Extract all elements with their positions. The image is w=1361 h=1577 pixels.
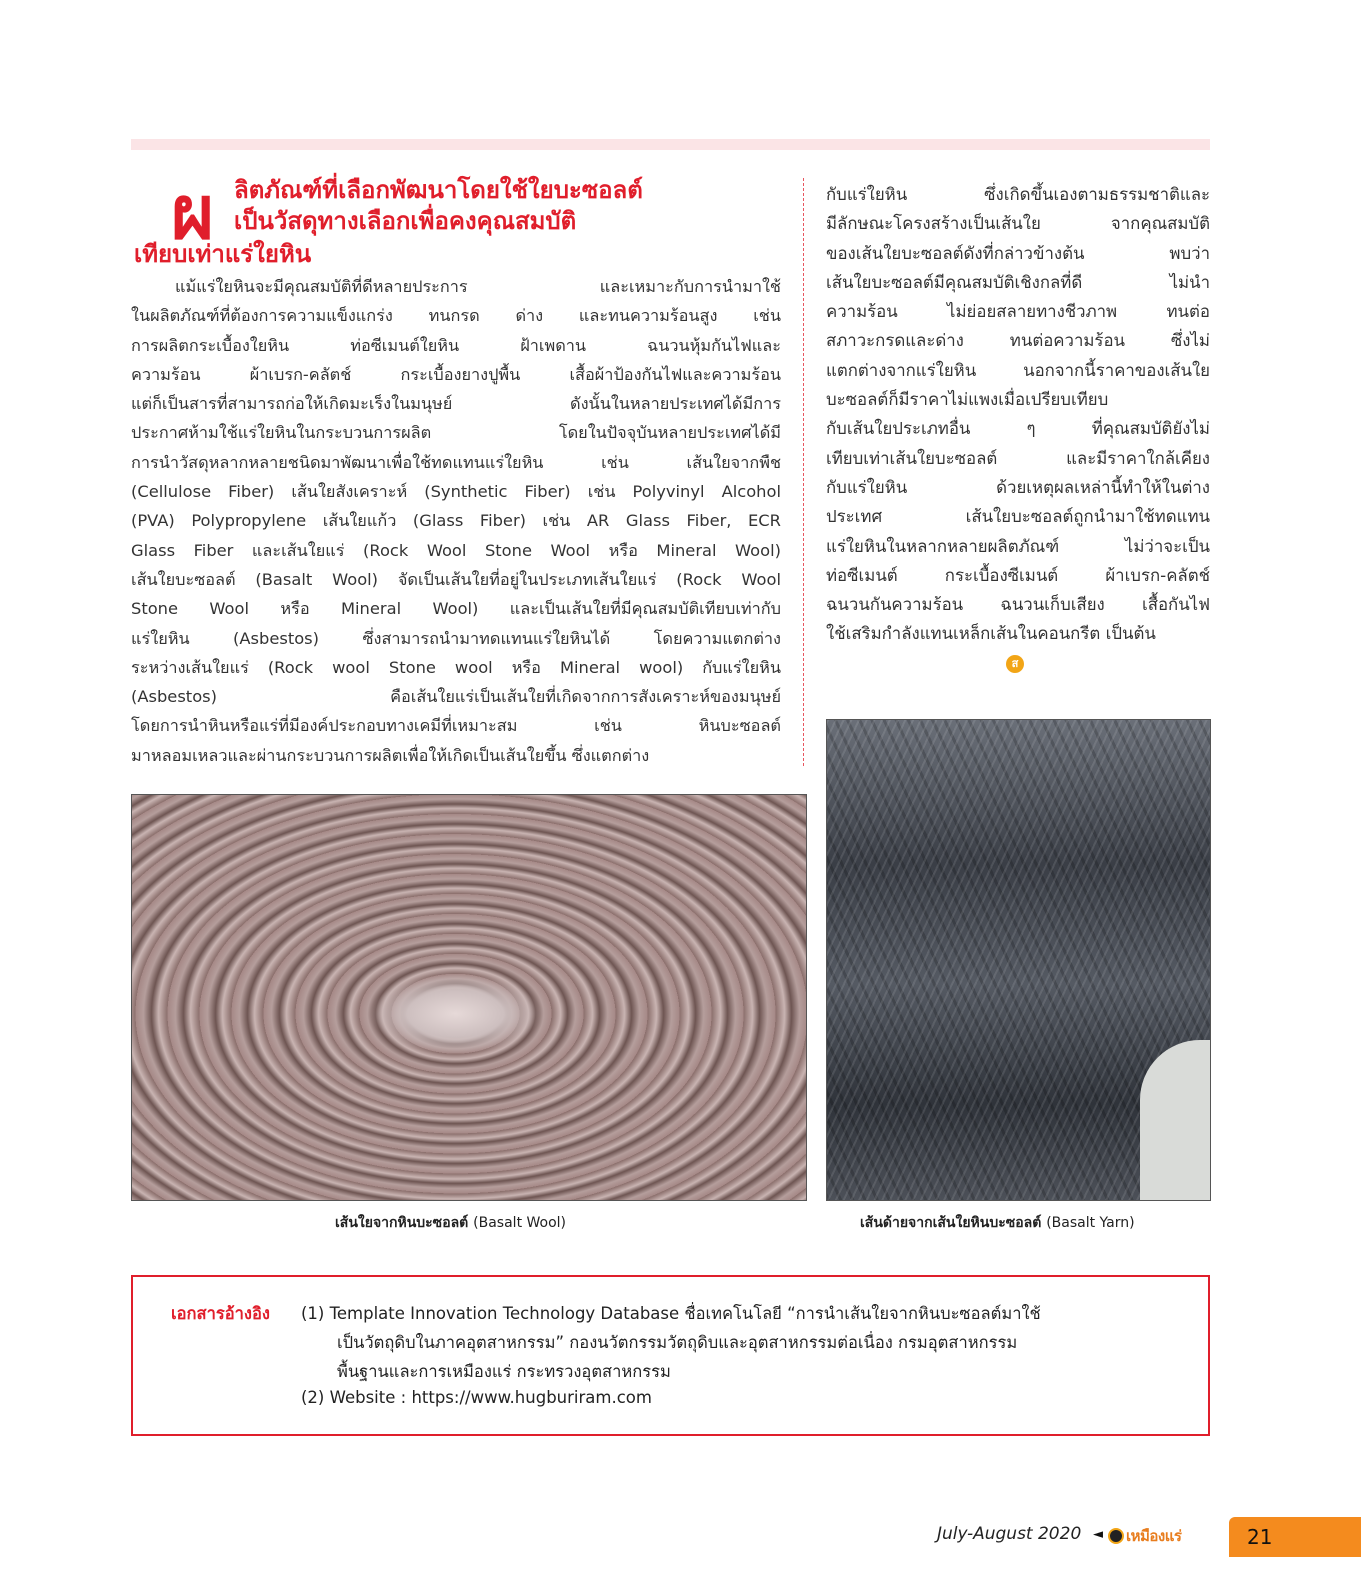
body-line: ประกาศห้ามใช้แร่ใยหินในกระบวนการผลิต โดยในปัจจุบันหลายประเทศได้มี [131, 423, 781, 443]
body-line: เทียบเท่าเส้นใยบะซอลต์ และมีราคาใกล้เคียง [826, 447, 1210, 468]
page-number: 21 [1247, 1525, 1273, 1549]
body-line: การผลิตกระเบื้องใยหิน ท่อซีเมนต์ใยหิน ฝ้าเพดาน ฉนวนหุ้มกันไฟและ [131, 335, 781, 355]
body-line: มาหลอมเหลวและผ่านกระบวนการผลิตเพื่อให้เกิดเป็นเส้นใยขึ้น ซึ่งแตกต่าง [131, 745, 650, 765]
body-line: ความร้อน ผ้าเบรก-คลัตช์ กระเบื้องยางปูพื้น เสื้อผ้าป้องกันไฟและความร้อน [131, 364, 781, 384]
body-line: ความร้อน ไม่ย่อยสลายทางชีวภาพ ทนต่อ [826, 301, 1210, 322]
column-divider [803, 178, 804, 766]
body-line: มีลักษณะโครงสร้างเป็นเส้นใย จากคุณสมบัติ [826, 213, 1210, 234]
headline-line-1: ลิตภัณฑ์ที่เลือกพัฒนาโดยใช้ใยบะซอลต์ [234, 176, 643, 204]
body-line: ในผลิตภัณฑ์ที่ต้องการความแข็งแกร่ง ทนกรด ด่าง และทนความร้อนสูง เช่น [131, 306, 781, 326]
body-line: เส้นใยบะซอลต์ (Basalt Wool) จัดเป็นเส้นใยที่อยู่ในประเภทเส้นใยแร่ (Rock Wool [131, 569, 781, 589]
reference-1-line-2: เป็นวัตถุดิบในภาคอุตสาหกรรม” กองนวัตกรรมวัตถุดิบและอุตสาหกรรมต่อเนื่อง กรมอุตสาหกรรม [337, 1333, 1018, 1352]
body-line: ระหว่างเส้นใยแร่ (Rock wool Stone wool หรือ Mineral wool) กับแร่ใยหิน [131, 657, 781, 677]
right-body-text [826, 180, 1210, 649]
headline-dropcap: ผ [171, 170, 215, 256]
body-line: กับแร่ใยหิน ซึ่งเกิดขึ้นเองตามธรรมชาติและ [826, 184, 1210, 204]
references-label: เอกสารอ้างอิง [171, 1304, 270, 1323]
right-column [826, 180, 1210, 673]
logo-emblem-icon [1108, 1528, 1124, 1544]
headline-line-2: เป็นวัสดุทางเลือกเพื่อคงคุณสมบัติ [234, 207, 577, 235]
body-line: (Asbestos) คือเส้นใยแร่เป็นเส้นใยที่เกิดจากการสังเคราะห์ของมนุษย์ [131, 687, 781, 707]
body-line: Stone Wool หรือ Mineral Wool) และเป็นเส้นใยที่มีคุณสมบัติเทียบเท่ากับ [131, 599, 781, 619]
yarn-caption-thai: เส้นด้ายจากเส้นใยหินบะซอลต์ [860, 1215, 1042, 1231]
basalt-wool-photo [131, 794, 807, 1201]
body-line: ประเทศ เส้นใยบะซอลต์ถูกนำมาใช้ทดแทน [826, 506, 1210, 527]
body-line: ของเส้นใยบะซอลต์ดังที่กล่าวข้างต้น พบว่า [826, 242, 1210, 263]
wool-caption-thai: เส้นใยจากหินบะซอลต์ [335, 1215, 469, 1231]
headline-line-3: เทียบเท่าแร่ใยหิน [134, 240, 312, 268]
wool-caption-latin: (Basalt Wool) [473, 1215, 567, 1231]
references-box [131, 1275, 1210, 1436]
body-line: แตกต่างจากแร่ใยหิน นอกจากนี้ราคาของเส้นใย [826, 359, 1210, 380]
body-line: แร่ใยหิน (Asbestos) ซึ่งสามารถนำมาทดแทนแร่ใยหินได้ โดยความแตกต่าง [131, 628, 781, 648]
body-line: สภาวะกรดและด่าง ทนต่อความร้อน ซึ่งไม่ [826, 330, 1210, 351]
yarn-caption-latin: (Basalt Yarn) [1046, 1215, 1135, 1231]
body-line: ฉนวนกันความร้อน ฉนวนเก็บเสียง เสื้อกันไฟ [826, 594, 1210, 615]
issue-date: July-August 2020 [937, 1524, 1082, 1544]
headline [131, 170, 781, 272]
body-line: แม้แร่ใยหินจะมีคุณสมบัติที่ดีหลายประการ และเหมาะกับการนำมาใช้ [175, 277, 781, 296]
page-number-tab [1229, 1517, 1361, 1557]
body-line: Glass Fiber และเส้นใยแร่ (Rock Wool Stone Wool หรือ Mineral Wool) [131, 540, 781, 560]
body-line: ท่อซีเมนต์ กระเบื้องซีเมนต์ ผ้าเบรก-คลัตช์ [826, 564, 1210, 585]
reference-1-line-3: พื้นฐานและการเหมืองแร่ กระทรวงอุตสาหกรรม [337, 1362, 671, 1381]
footer-arrow-icon: ◄ [1093, 1527, 1103, 1542]
left-column [131, 170, 781, 770]
yarn-background [1140, 1040, 1210, 1200]
body-line: บะซอลต์ก็มีราคาไม่แพงเมื่อเปรียบเทียบ [826, 389, 1109, 410]
body-line: เส้นใยบะซอลต์มีคุณสมบัติเชิงกลที่ดี ไม่นำ [826, 271, 1210, 292]
body-line: แร่ใยหินในหลากหลายผลิตภัณฑ์ ไม่ว่าจะเป็น [826, 535, 1210, 556]
body-line: แต่ก็เป็นสารที่สามารถก่อให้เกิดมะเร็งในมนุษย์ ดังนั้นในหลายประเทศได้มีการ [131, 394, 781, 414]
body-line: การนำวัสดุหลากหลายชนิดมาพัฒนาเพื่อใช้ทดแทนแร่ใยหิน เช่น เส้นใยจากพืช [131, 452, 781, 472]
header-rule [131, 139, 1210, 150]
wool-caption [335, 1212, 566, 1234]
body-line: ใช้เสริมกำลังแทนเหล็กเส้นในคอนกรีต เป็นต้น [826, 623, 1156, 644]
reference-2: (2) Website : https://www.hugburiram.com [301, 1388, 652, 1407]
magazine-logo [1108, 1526, 1181, 1546]
body-line: (Cellulose Fiber) เส้นใยสังเคราะห์ (Synthetic Fiber) เช่น Polyvinyl Alcohol [131, 482, 781, 502]
body-line: กับแร่ใยหิน ด้วยเหตุผลเหล่านี้ทำให้ในต่าง [826, 476, 1210, 497]
left-body-text [131, 272, 781, 770]
body-line: โดยการนำหินหรือแร่ที่มีองค์ประกอบทางเคมีที่เหมาะสม เช่น หินบะซอลต์ [131, 716, 781, 736]
yarn-caption [860, 1212, 1135, 1234]
magazine-name: เหมืองแร่ [1126, 1527, 1182, 1545]
reference-1-line-1: (1) Template Innovation Technology Database ชื่อเทคโนโลยี “การนำเส้นใยจากหินบะซอลต์มาใช้ [301, 1304, 1041, 1323]
article-end-icon: ส [1006, 655, 1024, 673]
body-line: กับเส้นใยประเภทอื่น ๆ ที่คุณสมบัติยังไม่ [826, 418, 1210, 439]
body-line: (PVA) Polypropylene เส้นใยแก้ว (Glass Fiber) เช่น AR Glass Fiber, ECR [131, 511, 781, 531]
basalt-yarn-photo [826, 719, 1211, 1201]
